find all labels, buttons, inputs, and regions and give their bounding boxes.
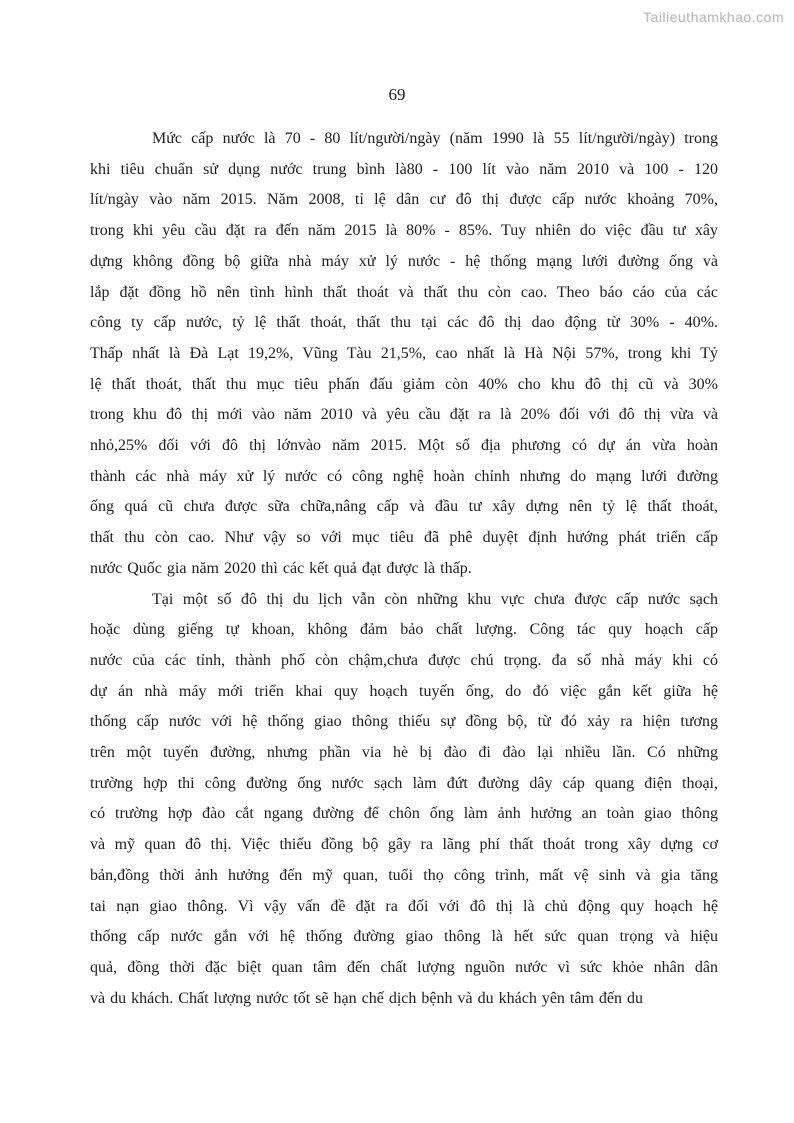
text-line: trên một tuyến đường, nhưng phần via hè bị đào đi đào lại nhiều lần. Có những (90, 744, 718, 762)
text-line: thống cấp nước gắn với hệ thống đường giao thông là hết sức quan trọng và hiệu (90, 928, 718, 946)
text-line: Thấp nhất là Đà Lạt 19,2%, Vũng Tàu 21,5%, cao nhất là Hà Nội 57%, trong khi Tỷ (90, 344, 718, 362)
text-line: trường hợp thi công đường ống nước sạch làm đứt đường dây cáp quang điện thoại, (90, 774, 718, 792)
text-line: thành các nhà máy xử lý nước có công nghệ hoàn chỉnh nhưng do mạng lưới đường (90, 467, 718, 485)
text-line: Mức cấp nước là 70 - 80 lít/người/ngày (năm 1990 là 55 lít/người/ngày) trong (152, 130, 718, 147)
page-number: 69 (388, 85, 406, 104)
text-line: trong khi yêu cầu đặt ra đến năm 2015 là 80% - 85%. Tuy nhiên do việc đầu tư xây (90, 222, 718, 240)
text-line: trong khu đô thị mới vào năm 2010 và yêu cầu đặt ra là 20% đối với đô thị vừa và (90, 406, 718, 424)
text-line: Tại một số đô thị du lịch vẫn còn những khu vực chưa được cấp nước sạch (152, 590, 718, 608)
document-body (90, 124, 718, 1014)
text-line: nước Quốc gia năm 2020 thì các kết quả đạt được là thấp. (90, 559, 472, 577)
text-line: thất thu còn cao. Như vậy so với mục tiêu đã phê duyệt định hướng phát triển cấp (90, 529, 718, 547)
text-line: và mỹ quan đô thị. Việc thiếu đồng bộ gây ra lãng phí thất thoát trong xây dựng cơ (90, 836, 718, 854)
text-line: và du khách. Chất lượng nước tốt sẽ hạn chế dịch bệnh và du khách yên tâm đến du (90, 989, 644, 1007)
text-line: nước của các tỉnh, thành phố còn chậm,chưa được chú trọng. đa số nhà máy khi có (90, 651, 718, 669)
text-line: dự án nhà máy mới triển khai quy hoạch tuyến ống, do đó việc gắn kết giữa hệ (90, 682, 718, 700)
text-line: lít/ngày vào năm 2015. Năm 2008, tỉ lệ dân cư đô thị được cấp nước khoảng 70%, (90, 191, 718, 209)
text-line: lệ thất thoát, thất thu mục tiêu phấn đấu giảm còn 40% cho khu đô thị cũ và 30% (90, 375, 718, 393)
watermark: Tailieuthamkhao.com (642, 9, 784, 25)
text-line: thống cấp nước với hệ thống giao thông thiếu sự đồng bộ, từ đó xảy ra hiện tương (90, 713, 718, 731)
text-line: hoặc dùng giếng tự khoan, không đảm bảo chất lượng. Công tác quy hoạch cấp (90, 621, 718, 639)
text-line: khi tiêu chuẩn sử dụng nước trung bình là80 - 100 lít vào năm 2010 và 100 - 120 (90, 160, 718, 178)
text-line: ống quá cũ chưa được sữa chữa,nâng cấp và đầu tư xây dựng nên tỷ lệ thất thoát, (90, 498, 718, 516)
text-line: dựng không đồng bộ giữa nhà máy xử lý nước - hệ thống mạng lưới đường ống và (90, 252, 718, 270)
text-line: tai nạn giao thông. Vì vậy vấn đề đặt ra đối với đô thị là chủ động quy hoạch hệ (90, 897, 718, 915)
text-line: quả, đồng thời đặc biệt quan tâm đến chất lượng nguồn nước vì sức khỏe nhân dân (90, 958, 718, 976)
text-line: công ty cấp nước, tỷ lệ thất thoát, thất thu tại các đô thị dao động từ 30% - 40%. (90, 314, 718, 332)
text-line: nhỏ,25% đối với đô thị lớnvào năm 2015. Một số địa phương có dự án vừa hoàn (90, 437, 718, 455)
text-line: có trường hợp đào cắt ngang đường để chôn ống làm ảnh hưởng an toàn giao thông (90, 805, 718, 823)
text-line: bản,đồng thời ảnh hưởng đến mỹ quan, tuổi thọ công trình, mất vệ sinh và gia tăng (90, 866, 718, 884)
text-line: lắp đặt đồng hồ nên tình hình thất thoát và thất thu còn cao. Theo báo cáo của các (90, 283, 718, 301)
